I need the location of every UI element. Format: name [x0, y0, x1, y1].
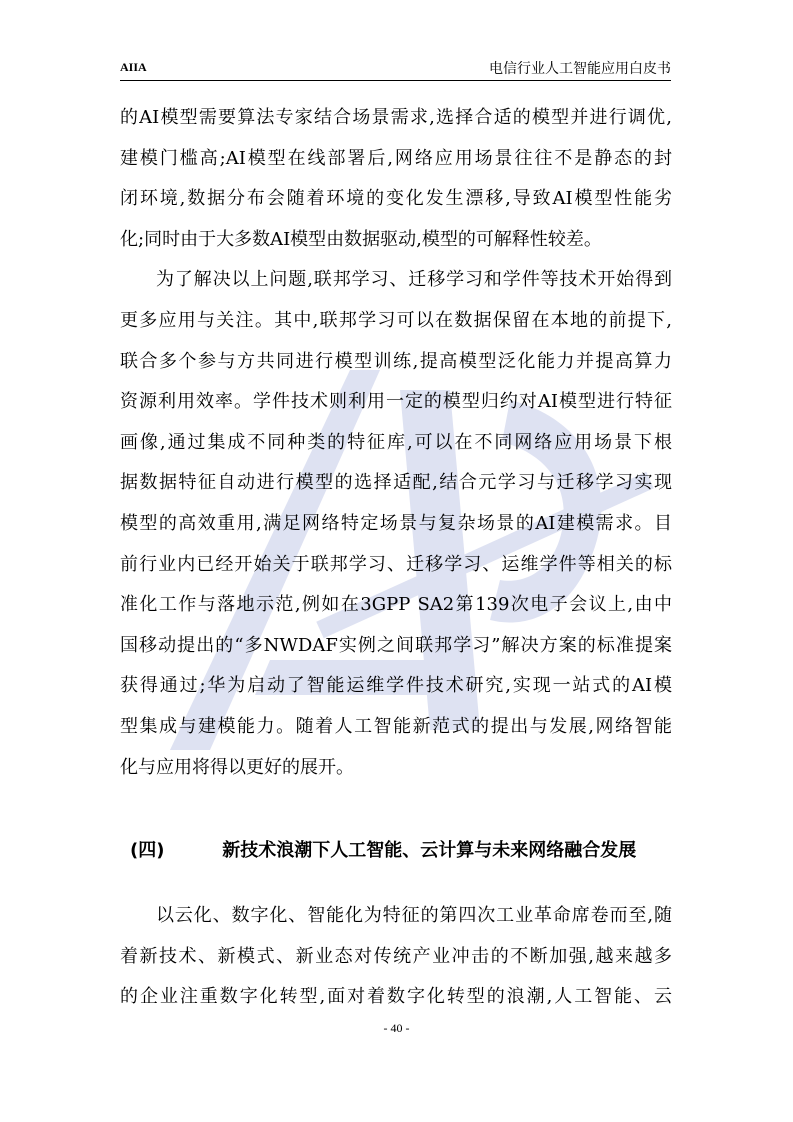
text-line: 建模门槛高;AI模型在线部署后,网络应用场景往往不是静态的封: [120, 147, 672, 169]
section-number: (四): [130, 840, 165, 861]
text-line: 的AI模型需要算法专家结合场景需求,选择合适的模型并进行调优,: [120, 107, 672, 128]
text-line: 以云化、数字化、智能化为特征的第四次工业革命席卷而至,随: [156, 905, 672, 926]
text-line: 国移动提出的“多NWDAF实例之间联邦学习”解决方案的标准提案: [120, 634, 672, 656]
body-text-top: [120, 98, 672, 788]
page-number: - 40 -: [383, 1021, 410, 1035]
text-line: 资源利用效率。学件技术则利用一定的模型归约对AI模型进行特征: [120, 391, 672, 413]
text-line: 为了解决以上问题,联邦学习、迁移学习和学件等技术开始得到: [156, 269, 672, 291]
text-line: 模型的高效重用,满足网络特定场景与复杂场景的AI建模需求。目: [120, 512, 672, 534]
header-doc-title: 电信行业人工智能应用白皮书: [489, 61, 671, 77]
text-line: 据数据特征自动进行模型的选择适配,结合元学习与迁移学习实现: [120, 472, 672, 494]
header-org: AIIA: [120, 60, 147, 74]
text-line: 准化工作与落地示范,例如在3GPP SA2第139次电子会议上,由中: [120, 594, 672, 616]
text-line: 着新技术、新模式、新业态对传统产业冲击的不断加强,越来越多: [120, 945, 672, 967]
text-line: 联合多个参与方共同进行模型训练,提高模型泛化能力并提高算力: [120, 350, 672, 372]
text-line: 更多应用与关注。其中,联邦学习可以在数据保留在本地的前提下,: [120, 309, 672, 331]
text-line: 获得通过;华为启动了智能运维学件技术研究,实现一站式的AI模: [120, 675, 672, 697]
page-header: [120, 56, 671, 81]
text-line: 化;同时由于大多数AI模型由数据驱动,模型的可解释性较差。: [120, 228, 602, 250]
text-line: 闭环境,数据分布会随着环境的变化发生漂移,导致AI模型性能劣: [120, 188, 672, 210]
text-line: 型集成与建模能力。随着人工智能新范式的提出与发展,网络智能: [120, 715, 672, 737]
section-heading: [130, 836, 670, 862]
text-line: 画像,通过集成不同种类的特征库,可以在不同网络应用场景下根: [120, 431, 672, 453]
body-text-bottom: [120, 896, 672, 1018]
text-line: 前行业内已经开始关于联邦学习、迁移学习、运维学件等相关的标: [120, 553, 672, 575]
text-line: 的企业注重数字化转型,面对着数字化转型的浪潮,人工智能、云: [120, 986, 672, 1008]
text-line: 化与应用将得以更好的展开。: [120, 756, 354, 778]
section-title: 新技术浪潮下人工智能、云计算与未来网络融合发展: [222, 840, 637, 861]
